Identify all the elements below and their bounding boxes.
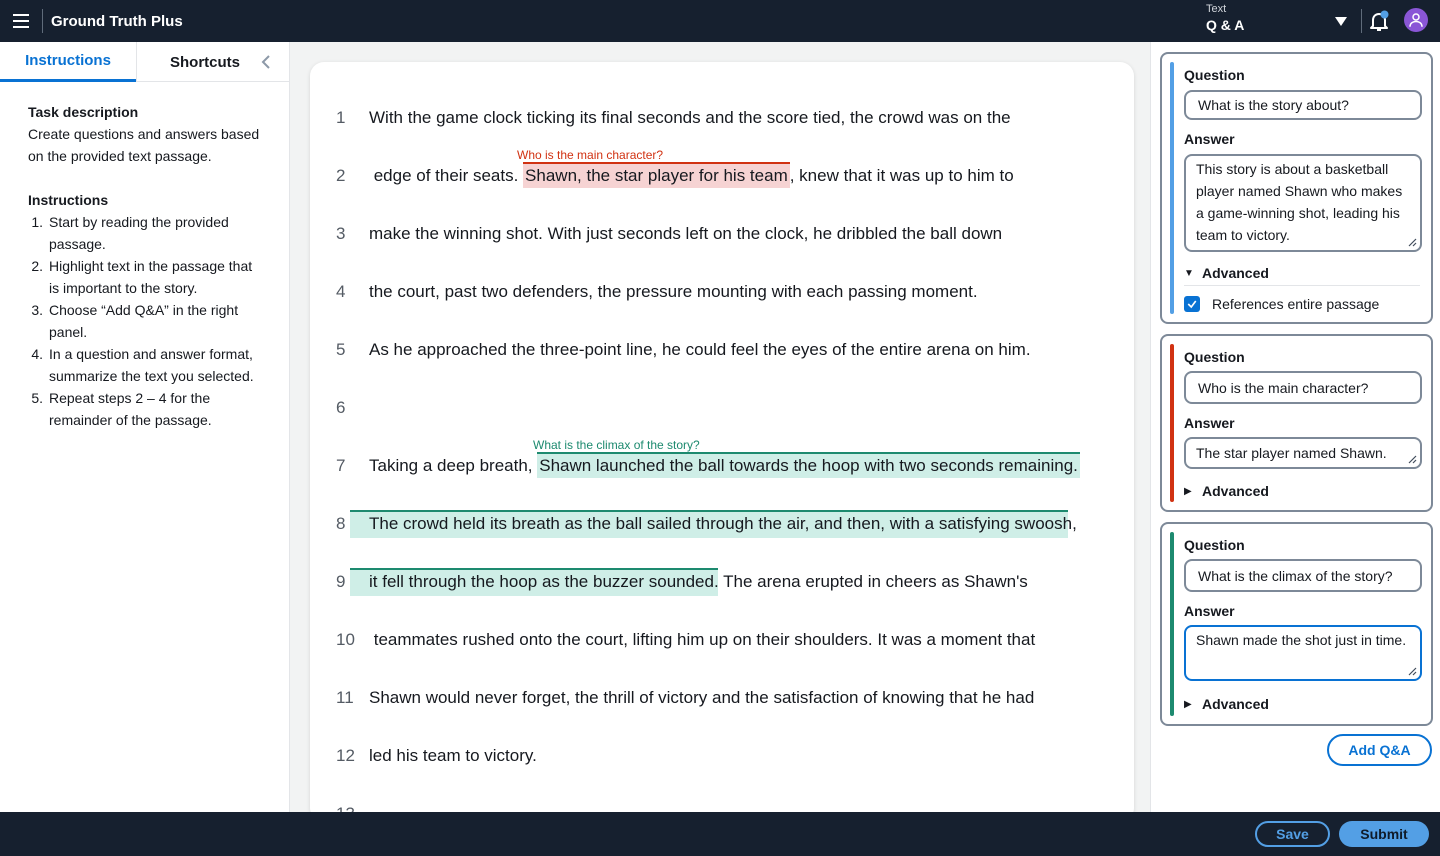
caret-down-icon[interactable] [1332,13,1350,29]
line-text[interactable]: make the winning shot. With just seconds left on the clock, he dribbled the ball down [369,224,1003,243]
task-type-label: Text [1206,3,1227,15]
passage-line [310,340,1134,398]
tab-shortcuts[interactable]: Shortcuts [169,53,240,71]
top-divider-right [1361,9,1362,33]
qa-color-bar [1170,344,1174,502]
line-number: 11 [336,688,354,707]
qa-color-bar [1170,532,1174,716]
passage-line [310,282,1134,340]
line-text[interactable] [369,166,1014,186]
highlight-label-main-character[interactable]: Who is the main character? [517,148,664,162]
question-input[interactable]: Who is the main character? [1184,371,1422,404]
line-text[interactable] [369,456,1080,476]
task-description-heading: Task description [28,104,139,120]
advanced-toggle[interactable] [1184,483,1269,499]
bottom-bar [0,812,1440,856]
line-text[interactable]: With the game clock ticking its final seconds and the score tied, the crowd was on the [369,108,1011,127]
divider [1184,285,1420,286]
resize-handle-icon[interactable] [1408,238,1417,247]
step-text: Choose “Add Q&A” in the right panel. [49,302,239,340]
answer-text: This story is about a basketball player named Shawn who makes a game-winning shot, leading his team to victory. [1196,161,1403,243]
line-number: 12 [336,746,355,765]
line-text[interactable] [369,572,1028,592]
line-text[interactable]: led his team to victory. [369,746,537,765]
references-row [1184,296,1379,312]
answer-label: Answer [1184,131,1235,147]
line-number: 10 [336,630,355,649]
app-title: Ground Truth Plus [51,12,183,30]
line-text-segment: The arena erupted in cheers as Shawn's [718,572,1028,591]
references-label: References entire passage [1212,296,1380,312]
task-type [1206,4,1244,34]
caret-right-icon: ▶ [1184,698,1192,710]
step-text: Repeat steps 2 – 4 for the remainder of the passage. [49,390,212,428]
passage-line [310,398,1134,456]
step-text: Start by reading the provided passage. [49,214,229,252]
advanced-toggle[interactable] [1184,696,1269,712]
passage-line [310,746,1134,804]
question-input[interactable]: What is the story about? [1184,90,1422,120]
step-text: Highlight text in the passage that is important to the story. [49,258,253,296]
answer-label: Answer [1184,603,1235,619]
question-label: Question [1184,349,1245,365]
passage-line [310,166,1134,224]
line-number: 7 [336,456,346,475]
list-item: 1. Start by reading the provided passage. [28,211,261,255]
passage-line [310,688,1134,746]
top-bar [0,0,1440,42]
top-divider [42,9,43,33]
highlight-main-character[interactable]: Shawn, the star player for his team [523,162,790,188]
answer-textarea[interactable] [1184,154,1422,252]
list-item: 5. Repeat steps 2 – 4 for the remainder of the passage. [28,387,261,431]
line-number: 8 [336,514,346,533]
task-type-value: Q & A [1206,17,1245,33]
user-avatar-icon[interactable] [1404,8,1428,32]
line-text-segment: , [1072,514,1077,533]
advanced-label: Advanced [1202,483,1269,499]
answer-text: The star player named Shawn. [1196,445,1387,461]
line-number: 5 [336,340,346,359]
caret-down-icon: ▼ [1184,267,1194,279]
caret-right-icon: ▶ [1184,485,1192,497]
resize-handle-icon[interactable] [1408,667,1417,676]
qa-panel [1150,42,1440,812]
passage-line [310,224,1134,282]
tab-instructions[interactable]: Instructions [0,42,136,82]
line-text[interactable]: Shawn would never forget, the thrill of victory and the satisfaction of knowing that he had [369,688,1035,707]
passage-line [310,630,1134,688]
references-checkbox[interactable] [1184,296,1200,312]
highlight-label-climax[interactable]: What is the climax of the story? [533,438,700,452]
list-item: 4. In a question and answer format, summarize the text you selected. [28,343,261,387]
passage-line [310,108,1134,166]
line-number: 9 [336,572,346,591]
line-text[interactable]: teammates rushed onto the court, lifting him up on their shoulders. It was a moment that [369,630,1036,649]
line-text[interactable] [369,514,1077,534]
save-button[interactable]: Save [1255,821,1330,847]
highlight-climax[interactable]: Shawn launched the ball towards the hoop with two seconds remaining. [537,452,1080,478]
answer-textarea[interactable] [1184,437,1422,469]
answer-label: Answer [1184,415,1235,431]
chevron-left-icon[interactable] [258,53,274,71]
question-label: Question [1184,67,1245,83]
task-description: Create questions and answers based on the provided text passage. [28,126,260,164]
line-text[interactable]: the court, past two defenders, the pressure mounting with each passing moment. [369,282,978,301]
checkmark-icon [1186,298,1198,310]
advanced-toggle[interactable] [1184,265,1269,281]
line-text-segment: it fell through the hoop as the buzzer sounded. [369,572,719,591]
qa-card [1160,334,1433,512]
step-text: In a question and answer format, summarize the text you selected. [49,346,254,384]
hamburger-menu-icon[interactable] [0,0,42,42]
line-number: 2 [336,166,346,185]
line-number: 6 [336,398,346,417]
notification-bell-icon[interactable] [1368,9,1390,33]
instructions-content [0,82,289,431]
answer-text: Shawn made the shot just in time. [1196,632,1407,648]
qa-color-bar [1170,62,1174,314]
line-text-segment: edge of their seats. [369,166,524,185]
line-number: 4 [336,282,346,301]
submit-button[interactable]: Submit [1339,821,1429,847]
line-text-segment: Taking a deep breath, [369,456,538,475]
advanced-label: Advanced [1202,265,1269,281]
list-item: 3. Choose “Add Q&A” in the right panel. [28,299,261,343]
instructions-heading: Instructions [28,192,109,208]
passage-line [310,456,1134,514]
advanced-label: Advanced [1202,696,1269,712]
line-number: 3 [336,224,346,243]
question-input[interactable]: What is the climax of the story? [1184,559,1422,592]
line-text[interactable]: As he approached the three-point line, he could feel the eyes of the entire arena on him. [369,340,1031,359]
passage-panel [310,62,1134,822]
add-qa-button[interactable]: Add Q&A [1327,734,1432,766]
qa-card [1160,522,1433,726]
question-label: Question [1184,537,1245,553]
panel-tabs [0,42,289,82]
line-text-segment: , knew that it was up to him to [789,166,1014,185]
instructions-list [28,211,261,431]
instructions-panel [0,42,290,812]
line-number: 1 [336,108,346,127]
line-text-segment: The crowd held its breath as the ball sailed through the air, and then, with a satisfying swoosh [369,514,1073,533]
qa-card [1160,52,1433,324]
list-item: 2. Highlight text in the passage that is important to the story. [28,255,261,299]
passage-line [310,514,1134,572]
answer-textarea[interactable] [1184,625,1422,681]
passage-line [310,572,1134,630]
resize-handle-icon[interactable] [1408,455,1417,464]
